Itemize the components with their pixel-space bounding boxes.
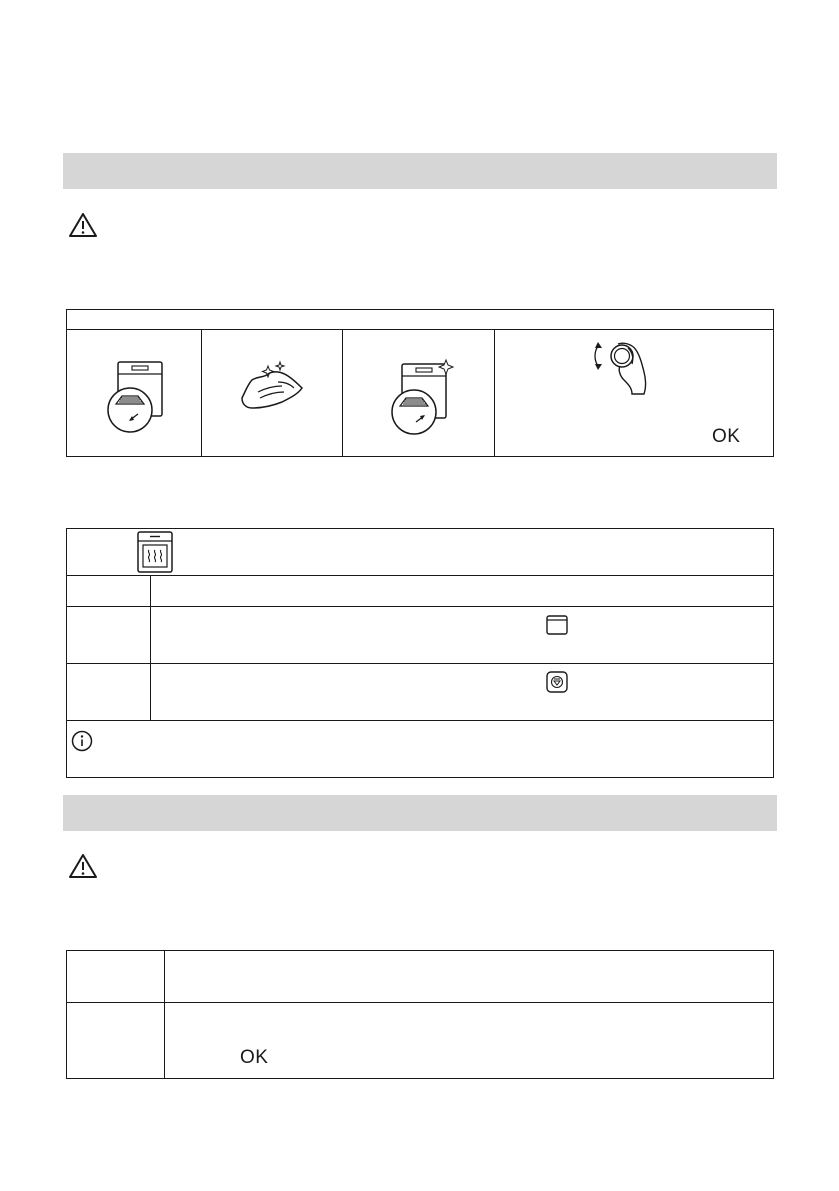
table-divider <box>66 720 774 721</box>
hand-turn-knob-icon <box>592 336 656 398</box>
section-header-2 <box>63 795 777 831</box>
warning-icon <box>68 212 98 238</box>
oven-insert-tray-clean-icon <box>388 360 458 434</box>
table-divider <box>201 329 202 457</box>
steam-clean-icon <box>546 671 568 693</box>
ok-button-label: OK <box>240 1047 269 1068</box>
table-divider <box>66 1002 774 1003</box>
table-divider <box>342 329 343 457</box>
table-divider <box>494 329 495 457</box>
table-divider <box>66 575 774 576</box>
table-divider <box>66 329 774 330</box>
ok-button-label: OK <box>712 426 741 447</box>
hand-wipe-cloth-icon <box>238 362 308 414</box>
table-divider <box>66 663 774 664</box>
oven-remove-tray-icon <box>104 362 168 434</box>
section-header-1 <box>63 153 777 189</box>
table-divider <box>150 575 151 720</box>
oven-heat-function-icon <box>137 531 173 573</box>
settings-table <box>66 950 774 1079</box>
table-divider <box>164 950 165 1079</box>
warning-icon <box>68 853 98 879</box>
table-divider <box>66 606 774 607</box>
oven-light-icon <box>546 615 568 635</box>
info-icon <box>71 730 93 752</box>
